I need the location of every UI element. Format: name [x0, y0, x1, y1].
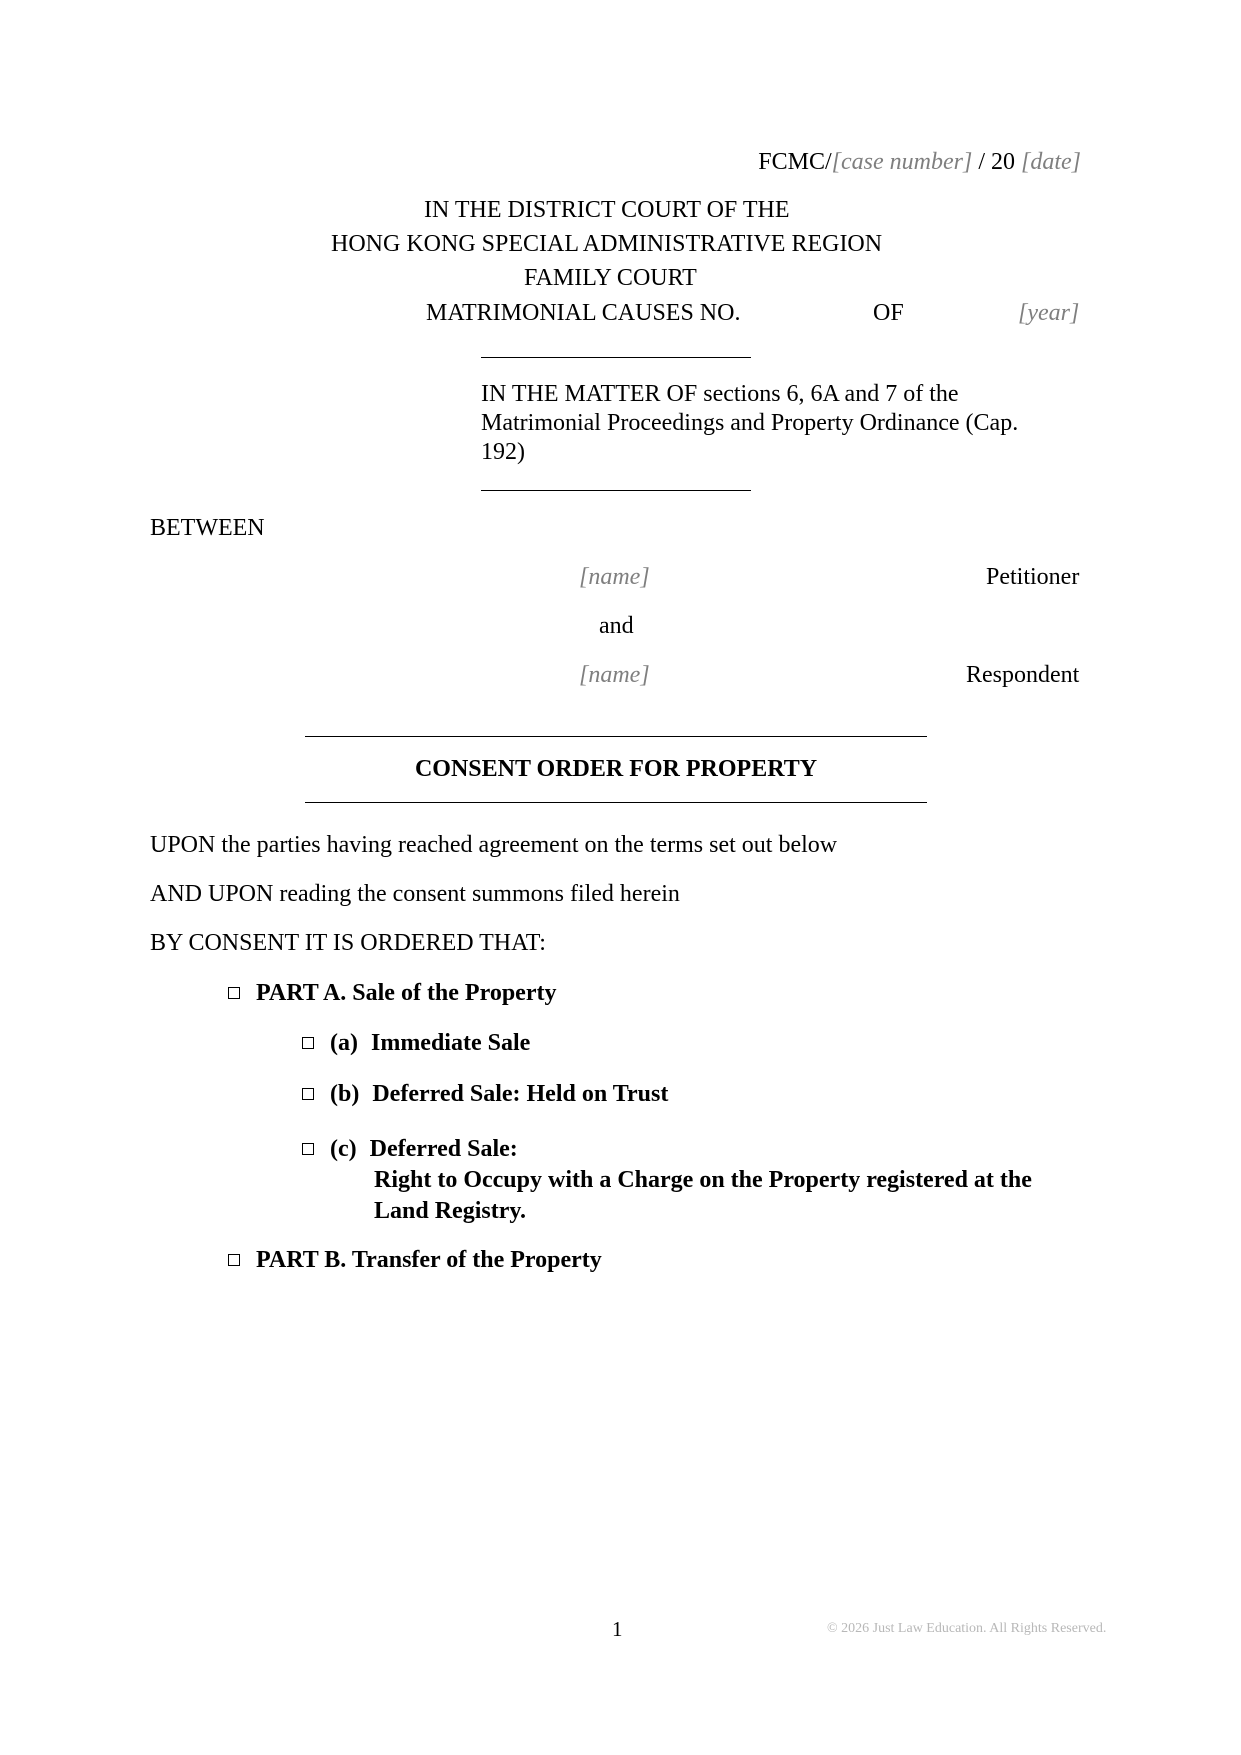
and-label: and [599, 613, 634, 639]
petitioner-label: Petitioner [986, 564, 1080, 590]
case-ref-prefix: FCMC/ [758, 149, 832, 175]
option-c-checkbox[interactable] [302, 1143, 314, 1155]
copyright-notice: © 2026 Just Law Education. All Rights Reserved. [827, 1621, 1107, 1636]
order-title: CONSENT ORDER FOR PROPERTY [414, 756, 818, 782]
title-rule-bottom [305, 802, 927, 803]
option-c-line-1: Deferred Sale: [369, 1136, 518, 1162]
matrimonial-causes-label: MATRIMONIAL CAUSES NO. [426, 300, 741, 326]
option-a-text: Immediate Sale [370, 1030, 531, 1056]
part-b-label: PART B. Transfer of the Property [256, 1247, 602, 1273]
option-c-right-to-occupy [302, 1135, 518, 1164]
recital-1: UPON the parties having reached agreement on the terms set out below [150, 832, 838, 858]
option-c-line-3: Land Registry. [374, 1198, 527, 1224]
option-a-checkbox[interactable] [302, 1037, 314, 1049]
option-c-label: (c) [330, 1136, 357, 1162]
option-c-line-2: Right to Occupy with a Charge on the Property registered at the [374, 1167, 1032, 1193]
option-a-label: (a) [330, 1030, 358, 1056]
part-a-checkbox[interactable] [228, 987, 240, 999]
petitioner-name-placeholder: [name] [579, 564, 650, 590]
case-reference [758, 148, 1081, 177]
option-b-label: (b) [330, 1081, 360, 1107]
matter-rule-bottom [481, 490, 751, 491]
option-b-text: Deferred Sale: Held on Trust [372, 1081, 669, 1107]
option-part-a [228, 979, 556, 1008]
option-a-immediate-sale [302, 1029, 530, 1058]
court-line-2: HONG KONG SPECIAL ADMINISTRATIVE REGION [331, 231, 883, 257]
court-line-1: IN THE DISTRICT COURT OF THE [424, 197, 790, 223]
recital-2: AND UPON reading the consent summons filed herein [150, 881, 680, 907]
part-b-checkbox[interactable] [228, 1254, 240, 1266]
matter-text: IN THE MATTER OF sections 6, 6A and 7 of the Matrimonial Proceedings and Property Ordinance (Cap. 192) [481, 381, 1019, 465]
date-placeholder: [date] [1021, 149, 1081, 175]
option-b-held-on-trust [302, 1080, 668, 1109]
court-line-3: FAMILY COURT [524, 265, 697, 291]
option-b-checkbox[interactable] [302, 1088, 314, 1100]
option-part-b [228, 1246, 602, 1275]
ordered-line: BY CONSENT IT IS ORDERED THAT: [150, 930, 546, 956]
between-label: BETWEEN [150, 515, 265, 541]
respondent-name-placeholder: [name] [579, 662, 650, 688]
matter-rule-top [481, 357, 751, 358]
part-a-label: PART A. Sale of the Property [256, 980, 557, 1006]
of-label: OF [873, 300, 904, 326]
title-rule-top [305, 736, 927, 737]
respondent-label: Respondent [966, 662, 1080, 688]
year-placeholder: [year] [1018, 300, 1080, 326]
case-number-placeholder: [case number] [831, 149, 973, 175]
case-ref-mid: / 20 [972, 149, 1021, 175]
page-number: 1 [612, 1617, 623, 1641]
